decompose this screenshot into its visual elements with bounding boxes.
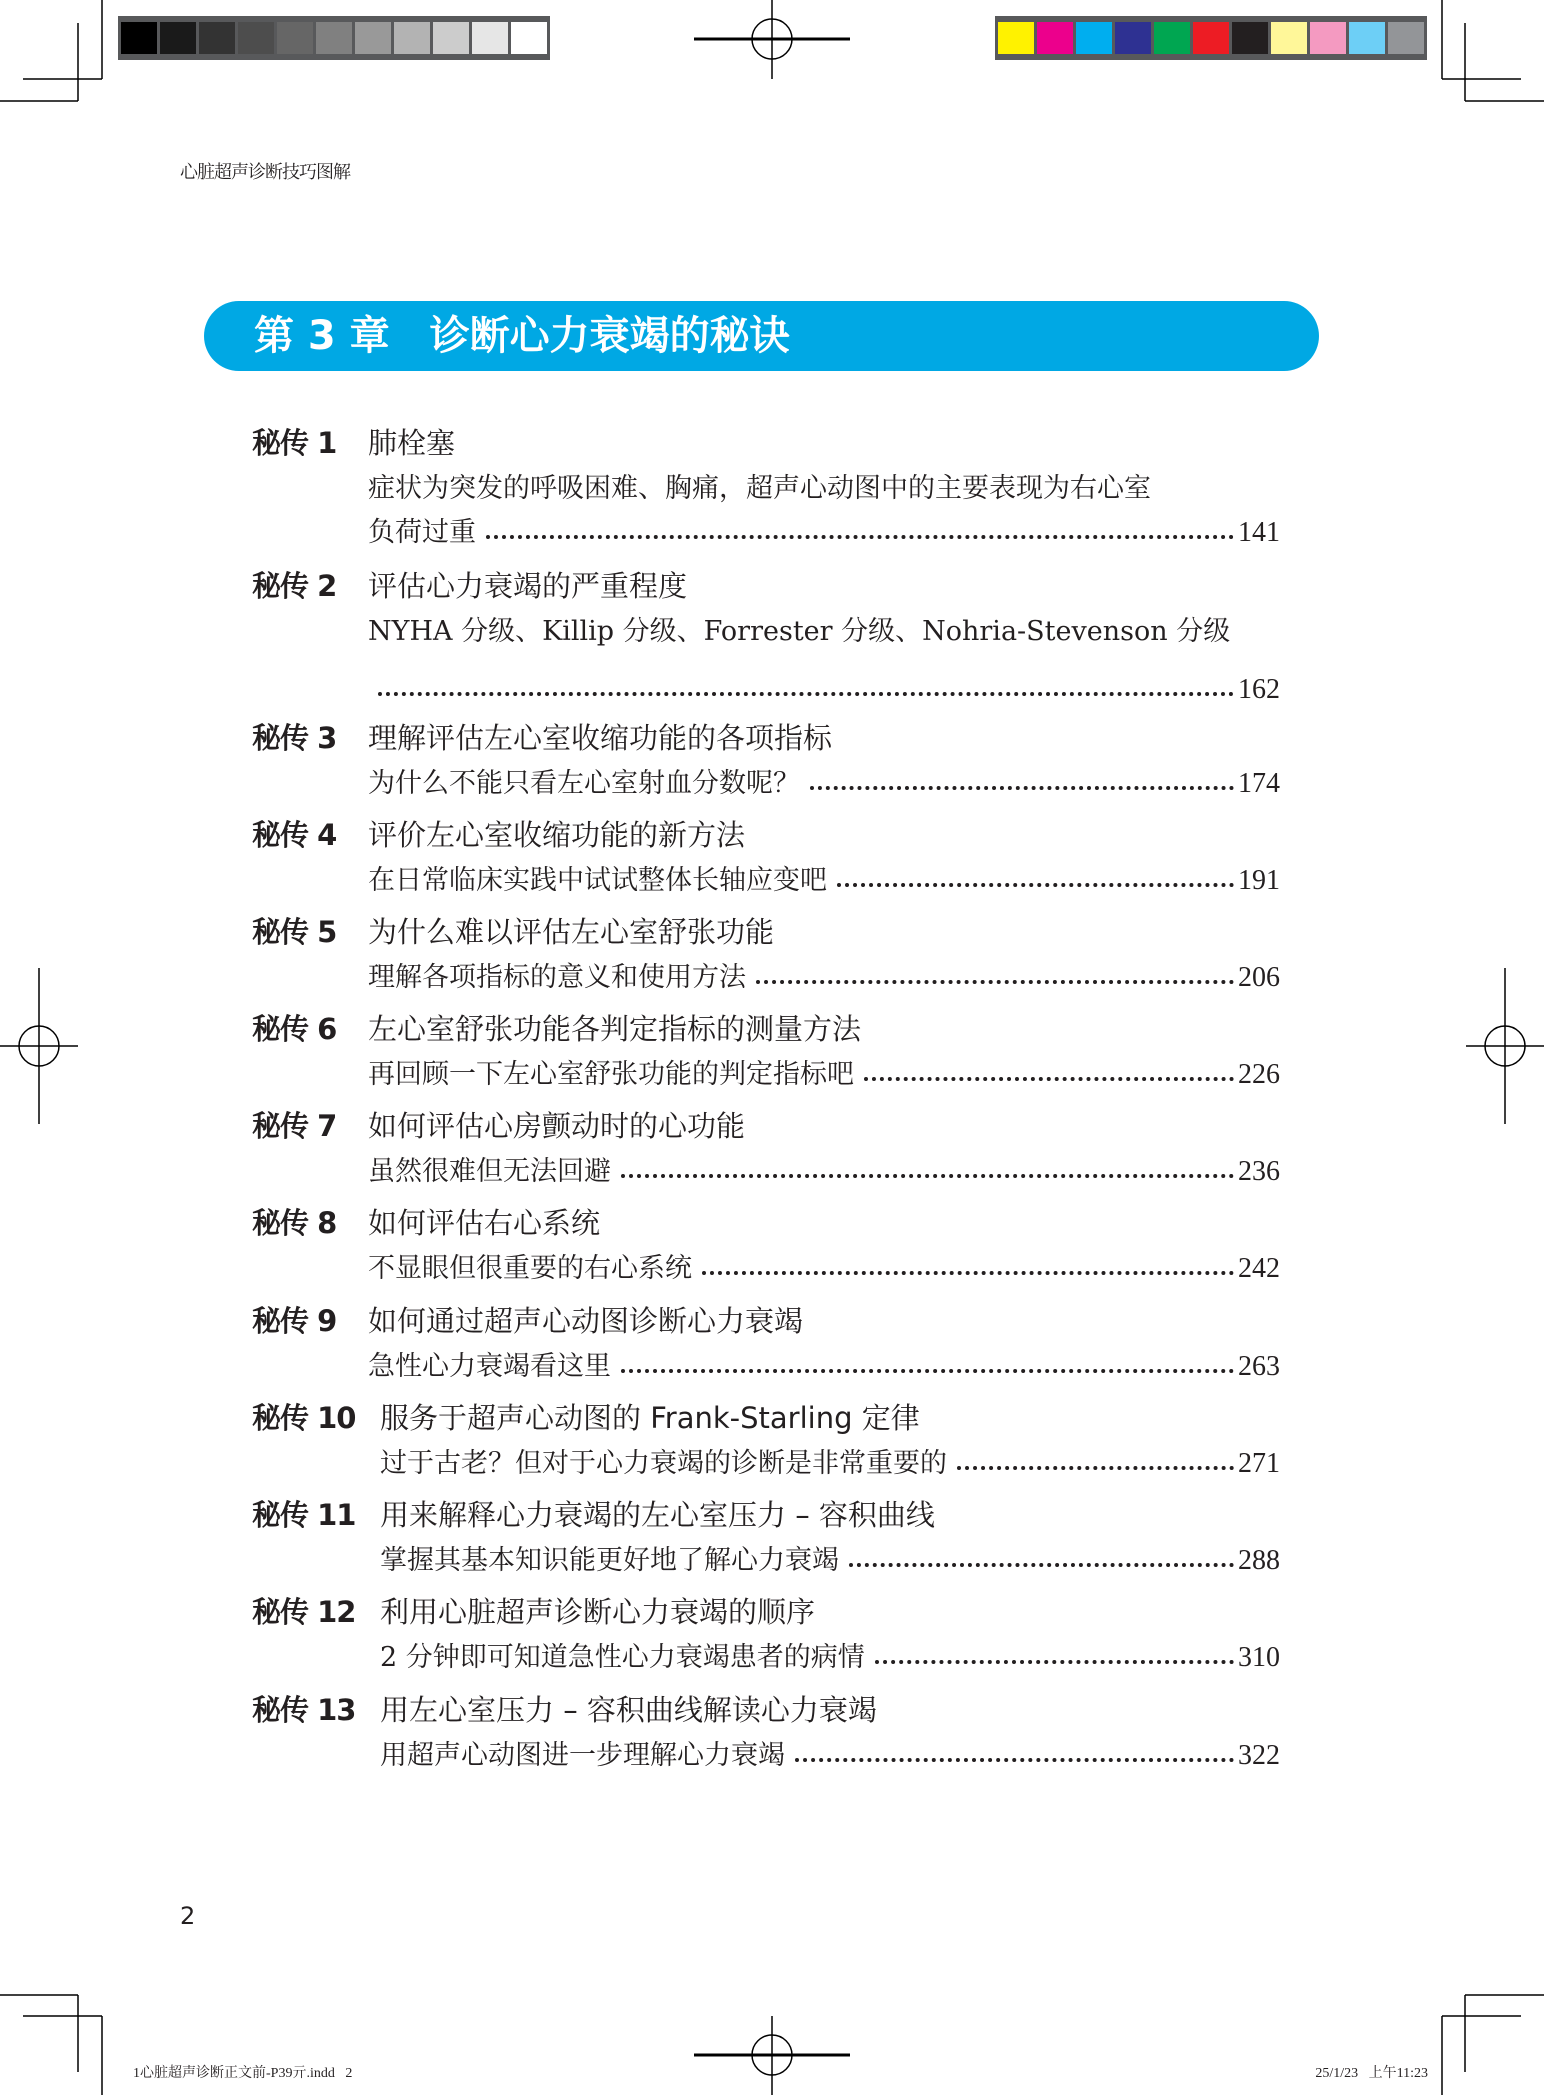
color-swatch [472, 22, 508, 54]
toc-entry-title: 肺栓塞 [368, 425, 456, 460]
color-swatch [1037, 22, 1073, 54]
toc-entry-label: 秘传 10 [252, 1400, 356, 1435]
toc-entry-title: 左心室舒张功能各判定指标的测量方法 [368, 1011, 862, 1046]
toc-entry-subtitle-text: 不显眼但很重要的右心系统 [368, 1253, 692, 1284]
grayscale-calibration-bar [118, 16, 550, 60]
toc-entry-subtitle [252, 1728, 1280, 1772]
toc-entry[interactable] [252, 1688, 1280, 1772]
dot-leader [621, 1174, 1234, 1178]
toc-entry-page[interactable]: 226 [1238, 1059, 1280, 1090]
color-swatch [1076, 22, 1112, 54]
color-swatch [394, 22, 430, 54]
toc-entry-subtitle-line: 症状为突发的呼吸困难、胸痛，超声心动图中的主要表现为右心室 [368, 473, 1151, 504]
toc-entry-page[interactable]: 236 [1238, 1156, 1280, 1187]
toc-entry-title: 如何评估心房颤动时的心功能 [368, 1108, 746, 1143]
toc-entry-label: 秘传 9 [252, 1303, 337, 1338]
toc-entry-label: 秘传 12 [252, 1594, 356, 1629]
toc-entry-heading [252, 1104, 1280, 1144]
color-swatch [121, 22, 157, 54]
color-swatch [355, 22, 391, 54]
toc-entry[interactable] [252, 421, 1280, 549]
toc-entry-label: 秘传 6 [252, 1011, 337, 1046]
toc-entry-heading [252, 1493, 1280, 1533]
crop-mark-bottom-right [1442, 1995, 1544, 2095]
crosshair-bottom [694, 2016, 850, 2095]
toc-entry-subtitle-text: 在日常临床实践中试试整体长轴应变吧 [368, 865, 827, 896]
toc-entry[interactable] [252, 1007, 1280, 1091]
dot-leader [849, 1563, 1234, 1567]
toc-entry-subtitle [252, 1241, 1280, 1285]
dot-leader [837, 883, 1234, 887]
toc-entry-subtitle [252, 662, 1280, 706]
toc-entry-subtitle-text: 急性心力衰竭看这里 [368, 1351, 611, 1382]
dot-leader [486, 535, 1234, 539]
color-swatch [1271, 22, 1307, 54]
toc-entry-page[interactable]: 288 [1238, 1545, 1280, 1576]
toc-entry-subtitle-text: 过于古老？但对于心力衰竭的诊断是非常重要的 [380, 1448, 947, 1479]
toc-entry-subtitle [252, 1630, 1280, 1674]
toc-entry-page[interactable]: 263 [1238, 1351, 1280, 1382]
toc-entry-title: 如何通过超声心动图诊断心力衰竭 [368, 1303, 804, 1338]
toc-entry-subtitle-text: 再回顾一下左心室舒张功能的判定指标吧 [368, 1059, 854, 1090]
color-swatch [1232, 22, 1268, 54]
toc-entry-heading [252, 1396, 1280, 1436]
toc-entry-subtitle-text: 虽然很难但无法回避 [368, 1156, 611, 1187]
toc-entry-heading [252, 1201, 1280, 1241]
toc-entry-heading [252, 716, 1280, 756]
toc-entry-label: 秘传 1 [252, 425, 337, 460]
running-head: 心脏超声诊断技巧图解 [180, 162, 350, 183]
crosshair-top [694, 0, 850, 79]
toc-entry-subtitle [252, 1339, 1280, 1383]
chapter-title: 第 3 章 诊断心力衰竭的秘诀 [254, 313, 790, 359]
toc-entry-label: 秘传 3 [252, 720, 337, 755]
toc-entry-page[interactable]: 162 [1238, 674, 1280, 705]
toc-entry[interactable] [252, 716, 1280, 800]
dot-leader [756, 980, 1234, 984]
toc-entry-page[interactable]: 206 [1238, 962, 1280, 993]
toc-entry-label: 秘传 11 [252, 1497, 356, 1532]
color-swatch [316, 22, 352, 54]
toc-entry[interactable] [252, 910, 1280, 994]
dot-leader [795, 1758, 1234, 1762]
toc-entry[interactable] [252, 1396, 1280, 1480]
toc-entry-heading [252, 564, 1280, 604]
color-swatch [998, 22, 1034, 54]
crosshair-right [1466, 968, 1544, 1124]
toc-entry-label: 秘传 2 [252, 568, 337, 603]
color-swatch [160, 22, 196, 54]
color-swatch [511, 22, 547, 54]
toc-entry-label: 秘传 7 [252, 1108, 337, 1143]
color-calibration-bar [995, 16, 1427, 60]
toc-entry-heading [252, 421, 1280, 461]
toc-entry[interactable] [252, 1299, 1280, 1383]
toc-entry-title: 服务于超声心动图的 Frank-Starling 定律 [380, 1400, 920, 1435]
dot-leader [957, 1466, 1234, 1470]
color-swatch [277, 22, 313, 54]
toc-entry-label: 秘传 5 [252, 914, 337, 949]
color-swatch [1388, 22, 1424, 54]
toc-entry-heading [252, 1007, 1280, 1047]
toc-entry-label: 秘传 4 [252, 817, 337, 852]
toc-entry-label: 秘传 8 [252, 1205, 337, 1240]
toc-entry-title: 理解评估左心室收缩功能的各项指标 [368, 720, 833, 755]
color-swatch [1310, 22, 1346, 54]
color-swatch [1193, 22, 1229, 54]
toc-entry-subtitle-text: 为什么不能只看左心室射血分数呢？ [368, 768, 800, 799]
toc-entry-page[interactable]: 191 [1238, 865, 1280, 896]
toc-entry-page[interactable]: 322 [1238, 1740, 1280, 1771]
toc-entry-subtitle [252, 505, 1280, 549]
toc-entry-subtitle [252, 756, 1280, 800]
crosshair-left [0, 968, 78, 1124]
dot-leader [621, 1369, 1234, 1373]
toc-entry-title: 如何评估右心系统 [368, 1205, 601, 1240]
toc-entry-title: 利用心脏超声诊断心力衰竭的顺序 [380, 1594, 816, 1629]
footer-timestamp: 25/1/23 上午11:23 [1315, 2066, 1428, 2081]
page-number: 2 [180, 1902, 196, 1930]
color-swatch [199, 22, 235, 54]
color-swatch [1154, 22, 1190, 54]
dot-leader [875, 1660, 1234, 1664]
crop-mark-top-left [0, 0, 102, 101]
toc-entry-heading [252, 1590, 1280, 1630]
toc-entry-subtitle-text: 2 分钟即可知道急性心力衰竭患者的病情 [380, 1642, 865, 1673]
toc-entry-subtitle-text: 理解各项指标的意义和使用方法 [368, 962, 746, 993]
toc-entry-subtitle [252, 1047, 1280, 1091]
color-swatch [1349, 22, 1385, 54]
crop-mark-bottom-left [0, 1995, 102, 2095]
dot-leader [810, 786, 1234, 790]
toc-entry-subtitle [252, 1533, 1280, 1577]
toc-entry-title: 用左心室压力 – 容积曲线解读心力衰竭 [380, 1692, 877, 1727]
toc-entry-page[interactable]: 242 [1238, 1253, 1280, 1284]
toc-entry-title: 用来解释心力衰竭的左心室压力 – 容积曲线 [380, 1497, 935, 1532]
color-swatch [238, 22, 274, 54]
toc-entry-subtitle-line: NYHA 分级、Killip 分级、Forrester 分级、Nohria-Stevenson 分级 [368, 616, 1231, 647]
toc-entry-subtitle-text: 用超声心动图进一步理解心力衰竭 [380, 1740, 785, 1771]
dot-leader [378, 692, 1234, 696]
toc-entry-subtitle-text: 负荷过重 [368, 517, 476, 548]
crop-mark-top-right [1442, 0, 1544, 101]
color-swatch [433, 22, 469, 54]
toc-entry-page[interactable]: 310 [1238, 1642, 1280, 1673]
color-swatch [1115, 22, 1151, 54]
toc-entry-page[interactable]: 141 [1238, 517, 1280, 548]
toc-entry[interactable] [252, 1493, 1280, 1577]
footer-file-name: 1心脏超声诊断正文前-P39亓.indd 2 [133, 2066, 353, 2081]
toc-entry-heading [252, 813, 1280, 853]
dot-leader [864, 1077, 1234, 1081]
toc-entry[interactable] [252, 564, 1280, 706]
toc-entry-subtitle [252, 1436, 1280, 1480]
toc-entry-heading [252, 910, 1280, 950]
toc-entry-page[interactable]: 271 [1238, 1448, 1280, 1479]
toc-entry[interactable] [252, 1201, 1280, 1285]
toc-entry[interactable] [252, 813, 1280, 897]
toc-entry-heading [252, 1688, 1280, 1728]
toc-entry-subtitle [252, 853, 1280, 897]
toc-entry-heading [252, 1299, 1280, 1339]
toc-entry[interactable] [252, 1590, 1280, 1674]
chapter-banner [204, 301, 1319, 371]
toc-entry-title: 为什么难以评估左心室舒张功能 [368, 914, 775, 949]
toc-entry-title: 评价左心室收缩功能的新方法 [368, 817, 746, 852]
toc-entry-title: 评估心力衰竭的严重程度 [368, 568, 688, 603]
toc-entry-subtitle-text: 掌握其基本知识能更好地了解心力衰竭 [380, 1545, 839, 1576]
toc-entry-label: 秘传 13 [252, 1692, 356, 1727]
dot-leader [702, 1271, 1234, 1275]
toc-entry[interactable] [252, 1104, 1280, 1188]
toc-entry-page[interactable]: 174 [1238, 768, 1280, 799]
toc-entry-subtitle [252, 1144, 1280, 1188]
toc-entry-subtitle [252, 950, 1280, 994]
